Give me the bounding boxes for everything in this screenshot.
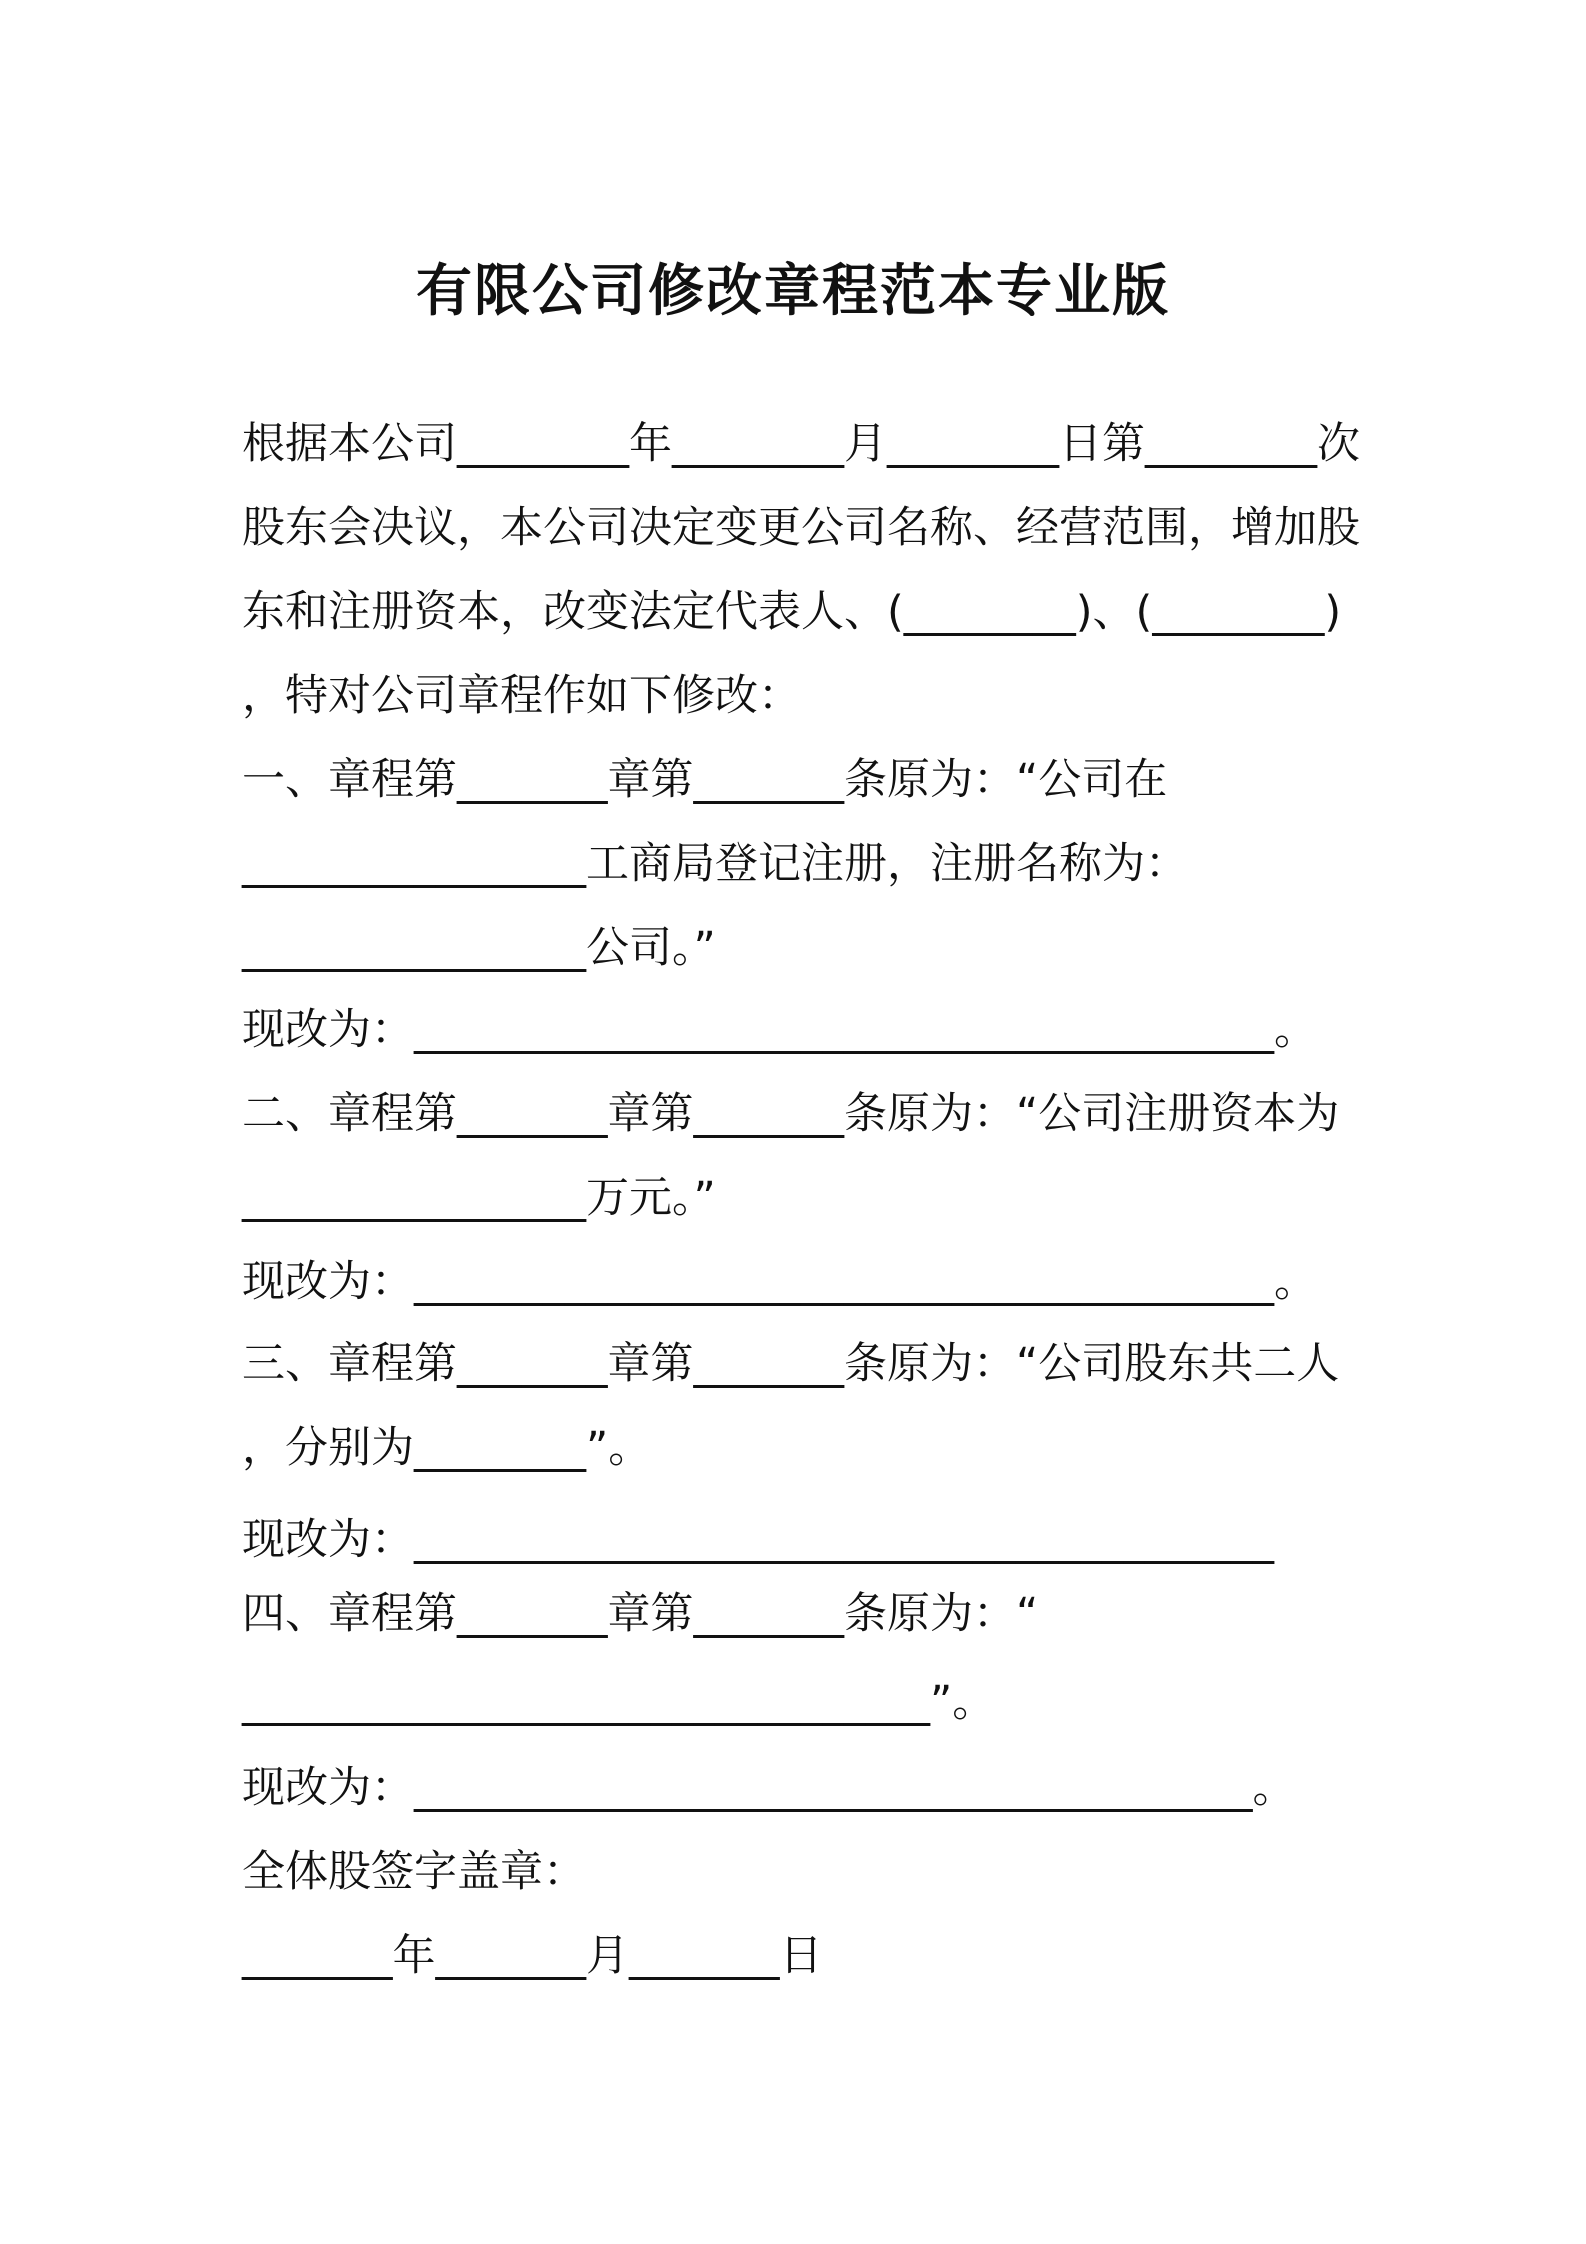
clause-1-line-3: ________________公司。”: [242, 923, 716, 973]
clause-2-line-2: ________________万元。”: [242, 1173, 716, 1223]
clause-4-line-2: ________________________________”。: [242, 1677, 996, 1727]
clause-2-amendment: 现改为：________________________________________。: [242, 1257, 1317, 1307]
clause-4-amendment: 现改为：_______________________________________。: [242, 1763, 1296, 1813]
clause-3-amendment: 现改为：________________________________________: [242, 1515, 1274, 1565]
paragraph-line-4: ，特对公司章程作如下修改：: [242, 671, 801, 721]
paragraph-line-3: 东和注册资本，改变法定代表人、(________)、(________): [242, 587, 1342, 637]
clause-3-line-1: 三、章程第_______章第_______条原为：“公司股东共二人: [242, 1339, 1340, 1389]
paragraph-line-2: 股东会决议，本公司决定变更公司名称、经营范围，增加股: [242, 503, 1360, 553]
clause-1-amendment: 现改为：________________________________________。: [242, 1005, 1317, 1055]
paragraph-line-1: 根据本公司________年________月________日第________次: [242, 419, 1360, 469]
document-title: 有限公司修改章程范本专业版: [416, 259, 1170, 324]
clause-1-line-2: ________________工商局登记注册，注册名称为：: [242, 839, 1188, 889]
clause-2-line-1: 二、章程第_______章第_______条原为：“公司注册资本为: [242, 1089, 1340, 1139]
clause-4-line-1: 四、章程第_______章第_______条原为：“: [242, 1589, 1039, 1639]
signature-label: 全体股签字盖章：: [242, 1847, 586, 1897]
clause-3-line-2: ，分别为________”。: [242, 1423, 652, 1473]
clause-1-line-1: 一、章程第_______章第_______条原为：“公司在: [242, 755, 1168, 805]
signature-date: _______年_______月_______日: [242, 1931, 823, 1981]
